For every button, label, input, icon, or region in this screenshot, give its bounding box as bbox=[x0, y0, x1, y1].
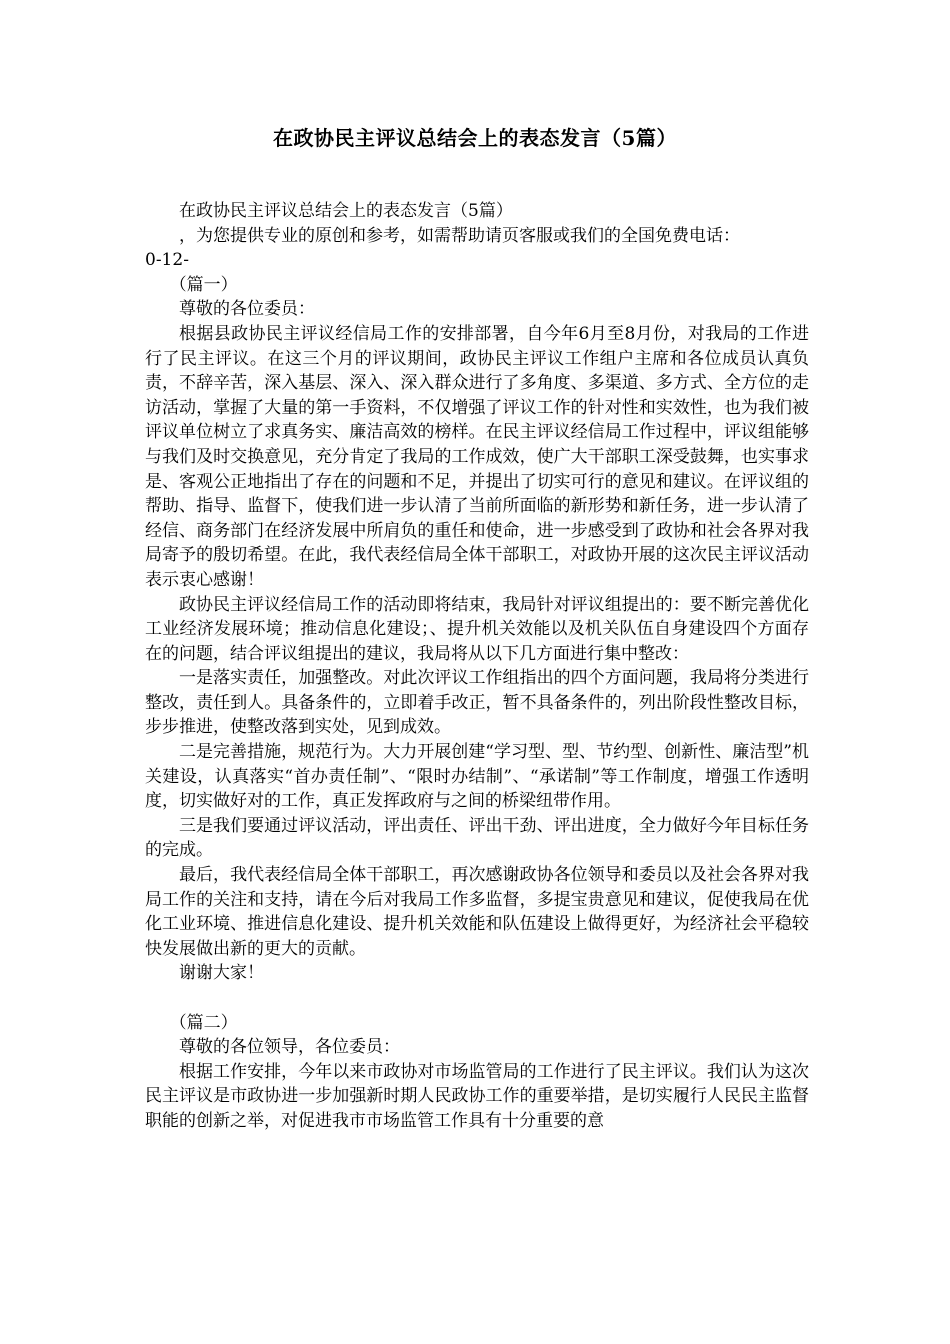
section-heading: （篇一） bbox=[169, 274, 238, 295]
salutation: 尊敬的各位领导，各位委员： bbox=[179, 1037, 400, 1058]
blank-line bbox=[145, 986, 809, 1011]
salutation: 尊敬的各位委员： bbox=[179, 299, 315, 320]
phone-line: 0-12- bbox=[145, 250, 189, 271]
notice-line: ，为您提供专业的原创和参考，如需帮助请页客服或我们的全国免费电话： bbox=[179, 225, 740, 246]
subtitle-line: 在政协民主评议总结会上的表态发言（5篇） bbox=[179, 201, 513, 221]
paragraph: 一是落实责任，加强整改。对此次评议工作组指出的四个方面问题，我局将分类进行整改，责任到人。具备条件的，立即着手改正，暂不具备条件的，列出阶段性整改目标，步步推进，使整改落到实处，见到成效。 bbox=[145, 668, 809, 738]
paragraph: 三是我们要通过评议活动，评出责任、评出干劲、评出进度，全力做好今年目标任务的完成。 bbox=[145, 815, 809, 861]
section-heading: （篇二） bbox=[169, 1012, 238, 1033]
document-title: 在政协民主评议总结会上的表态发言（5篇） bbox=[273, 126, 677, 150]
paragraph: 政协民主评议经信局工作的活动即将结束，我局针对评议组提出的：要不断完善优化工业经济发展环境；推动信息化建设；、提升机关效能以及机关队伍自身建设四个方面存在的问题，结合评议组提出的建议，我局将从以下几方面进行集中整改： bbox=[145, 594, 809, 664]
closing-line: 谢谢大家！ bbox=[179, 963, 264, 984]
paragraph: 二是完善措施，规范行为。大力开展创建“学习型、型、节约型、创新性、廉洁型”机关建设，认真落实“首办责任制”、“限时办结制”、“承诺制”等工作制度，增强工作透明度，切实做好对的工作，真正发挥政府与之间的桥梁纽带作用。 bbox=[145, 742, 809, 812]
paragraph: 最后，我代表经信局全体干部职工，再次感谢政协各位领导和委员以及社会各界对我局工作的关注和支持，请在今后对我局工作多监督，多提宝贵意见和建议，促使我局在优化工业环境、推进信息化建设、提升机关效能和队伍建设上做得更好，为经济社会平稳较快发展做出新的更大的贡献。 bbox=[145, 865, 809, 959]
document-body bbox=[145, 199, 809, 1134]
paragraph: 根据工作安排，今年以来市政协对市场监管局的工作进行了民主评议。我们认为这次民主评议是市政协进一步加强新时期人民政协工作的重要举措，是切实履行人民民主监督职能的创新之举，对促进我市市场监管工作具有十分重要的意 bbox=[145, 1061, 809, 1131]
paragraph: 根据县政协民主评议经信局工作的安排部署，自今年6月至8月份，对我局的工作进行了民主评议。在这三个月的评议期间，政协民主评议工作组户主席和各位成员认真负责，不辞辛苦，深入基层、深入、深入群众进行了多角度、多渠道、多方式、全方位的走访活动，掌握了大量的第一手资料，不仅增强了评议工作的针对性和实效性，也为我们被评议单位树立了求真务实、廉洁高效的榜样。在民主评议经信局工作过程中，评议组能够与我们及时交换意见，充分肯定了我局的工作成效，使广大干部职工深受鼓舞，也实事求是、客观公正地指出了存在的问题和不足，并提出了切实可行的意见和建议。在评议组的帮助、指导、监督下，使我们进一步认清了当前所面临的新形势和新任务，进一步认清了经信、商务部门在经济发展中所肩负的重任和使命，进一步感受到了政协和社会各界对我局寄予的殷切希望。在此，我代表经信局全体干部职工，对政协开展的这次民主评议活动表示衷心感谢！ bbox=[145, 323, 809, 590]
